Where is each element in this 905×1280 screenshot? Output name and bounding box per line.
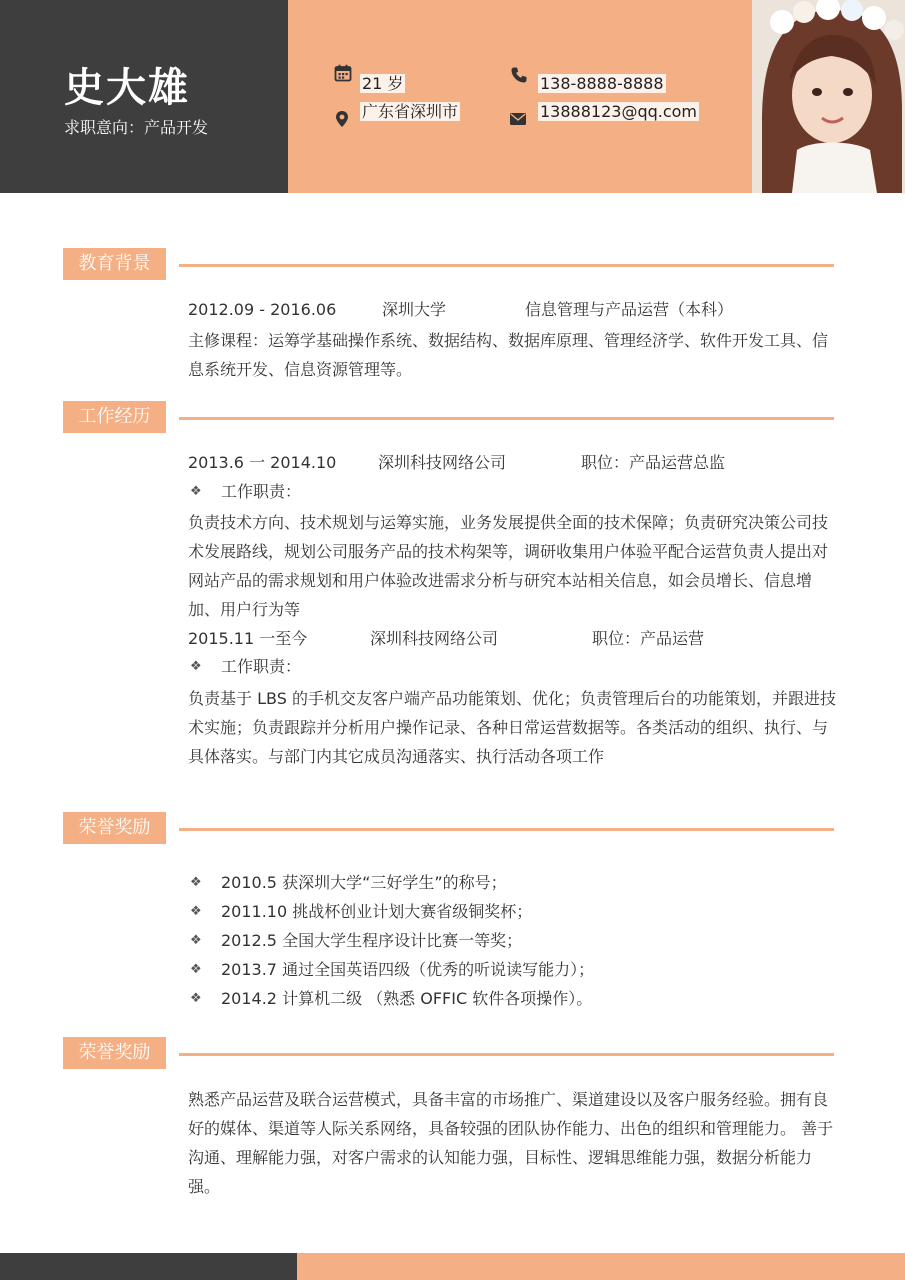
footer-bar-dark [0,1253,297,1280]
bullet-icon: ❖ [190,962,202,977]
email: 13888123@qq.com [540,102,698,121]
section-divider [179,1053,834,1056]
age: 21 岁 [362,74,404,93]
bullet-icon: ❖ [190,484,202,499]
job-dates: 2015.11 一至今 [188,629,308,648]
job-duty-label: 工作职责： [221,657,302,676]
honor-item: 2012.5 全国大学生程序设计比赛一等奖； [221,931,523,950]
job-intent: 求职意向：产品开发 [64,118,209,137]
section-title-work: 工作经历 [63,401,166,433]
job-position: 职位：产品运营总监 [581,453,726,472]
honor-item: 2014.2 计算机二级 （熟悉 OFFIC 软件各项操作）。 [221,989,593,1008]
section-title-education: 教育背景 [63,248,166,280]
job-position: 职位：产品运营 [592,629,705,648]
calendar-icon [334,64,352,82]
phone-icon [510,66,528,84]
section-divider [179,828,834,831]
footer-bar-orange [297,1253,905,1280]
education-school: 深圳大学 [382,300,447,319]
honor-item: 2013.7 通过全国英语四级（优秀的听说读写能力）； [221,960,595,979]
mail-icon [509,110,527,128]
bullet-icon: ❖ [190,875,202,890]
job-duty-text: 负责基于 LBS 的手机交友客户端产品功能策划、优化；负责管理后台的功能策划，并跟进技术实施；负责跟踪并分析用户操作记录、各种日常运营数据等。各类活动的组织、执行、与具体落实。与部门内其它成员沟通落实、执行活动各项工作 [188,689,836,766]
summary-text: 熟悉产品运营及联合运营模式，具备丰富的市场推广、渠道建设以及客户服务经验。拥有良好的媒体、渠道等人际关系网络，具备较强的团队协作能力、出色的组织和管理能力。 善于沟通、理解能力强，对客户需求的认知能力强，目标性、逻辑思维能力强，数据分析能力强。 [188,1090,834,1196]
section-divider [179,264,834,267]
location: 广东省深圳市 [362,102,459,121]
bullet-icon: ❖ [190,933,202,948]
location-pin-icon [333,110,351,128]
education-major: 信息管理与产品运营（本科） [525,300,734,319]
profile-photo [752,0,905,193]
job-duty-text: 负责技术方向、技术规划与运筹实施，业务发展提供全面的技术保障；负责研究决策公司技术发展路线，规划公司服务产品的技术构架等，调研收集用户体验平配合运营负责人提出对网站产品的需求规划和用户体验改进需求分析与研究本站相关信息，如会员增长、信息增加、用户行为等 [188,513,829,619]
job-company: 深圳科技网络公司 [378,453,507,472]
education-dates: 2012.09 - 2016.06 [188,300,337,319]
candidate-name: 史大雄 [64,65,190,111]
bullet-icon: ❖ [190,904,202,919]
education-courses: 主修课程：运筹学基础操作系统、数据结构、数据库原理、管理经济学、软件开发工具、信息系统开发、信息资源管理等。 [188,331,829,379]
bullet-icon: ❖ [190,991,202,1006]
honor-item: 2010.5 获深圳大学“三好学生”的称号； [221,873,507,892]
section-title-honors: 荣誉奖励 [63,812,166,844]
section-divider [179,417,834,420]
bullet-icon: ❖ [190,659,202,674]
job-duty-label: 工作职责： [221,482,302,501]
job-company: 深圳科技网络公司 [370,629,499,648]
honor-item: 2011.10 挑战杯创业计划大赛省级铜奖杯； [221,902,533,921]
phone: 138-8888-8888 [540,74,664,93]
header-contact-panel [288,0,752,193]
section-title-summary: 荣誉奖励 [63,1037,166,1069]
job-dates: 2013.6 一 2014.10 [188,453,337,472]
